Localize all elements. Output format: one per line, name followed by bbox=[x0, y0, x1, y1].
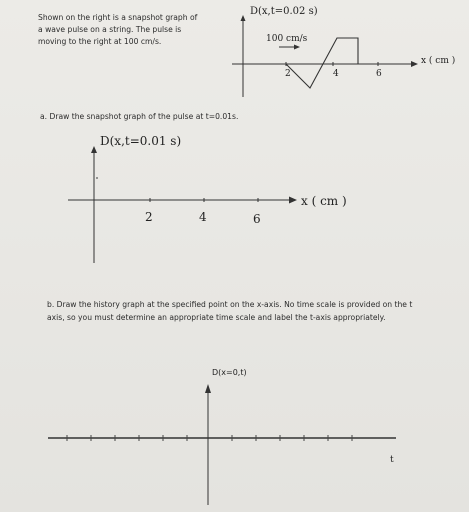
graph-b-title: D(x=0,t) bbox=[212, 368, 247, 377]
given-tick-label-6: 6 bbox=[376, 69, 382, 79]
question-b-line-2: axis, so you must determine an appropriate time scale and label the t-axis appropriately. bbox=[47, 313, 386, 322]
graph-b bbox=[48, 368, 396, 505]
given-x-axis-label: x ( cm ) bbox=[421, 56, 456, 66]
graph-a-d-axis-arrow-icon bbox=[91, 146, 97, 153]
graph-a-tick-label-2: 2 bbox=[145, 210, 153, 224]
given-graph-title: D(x,t=0.02 s) bbox=[250, 6, 318, 17]
velocity-arrow-icon bbox=[294, 45, 300, 50]
intro-line-2: a wave pulse on a string. The pulse is bbox=[38, 25, 182, 34]
graph-a-tick-label-4: 4 bbox=[199, 210, 207, 224]
graph-a-mark bbox=[96, 177, 98, 179]
graph-b-d-axis-arrow-icon bbox=[205, 384, 211, 393]
given-snapshot-graph bbox=[232, 6, 455, 97]
graph-a-title: D(x,t=0.01 s) bbox=[100, 134, 182, 148]
question-b-line-1: b. Draw the history graph at the specified point on the x-axis. No time scale is provided on the t bbox=[47, 300, 413, 309]
given-d-axis-arrow-icon bbox=[241, 15, 246, 21]
given-tick-label-4: 4 bbox=[333, 69, 339, 79]
given-wave-pulse bbox=[286, 38, 358, 88]
question-a: a. Draw the snapshot graph of the pulse at t=0.01s. bbox=[40, 112, 239, 121]
intro-line-3: moving to the right at 100 cm/s. bbox=[38, 37, 162, 46]
graph-a-tick-label-6: 6 bbox=[253, 212, 261, 226]
given-x-axis-arrow-icon bbox=[411, 61, 418, 67]
given-velocity-label: 100 cm/s bbox=[266, 34, 308, 44]
given-tick-label-2: 2 bbox=[285, 69, 291, 79]
graph-a-x-axis-label: x ( cm ) bbox=[301, 194, 347, 208]
graph-b-t-axis-label: t bbox=[390, 455, 394, 465]
intro-line-1: Shown on the right is a snapshot graph of bbox=[38, 13, 198, 22]
graph-a bbox=[68, 134, 347, 263]
graph-a-x-axis-arrow-icon bbox=[289, 197, 297, 204]
